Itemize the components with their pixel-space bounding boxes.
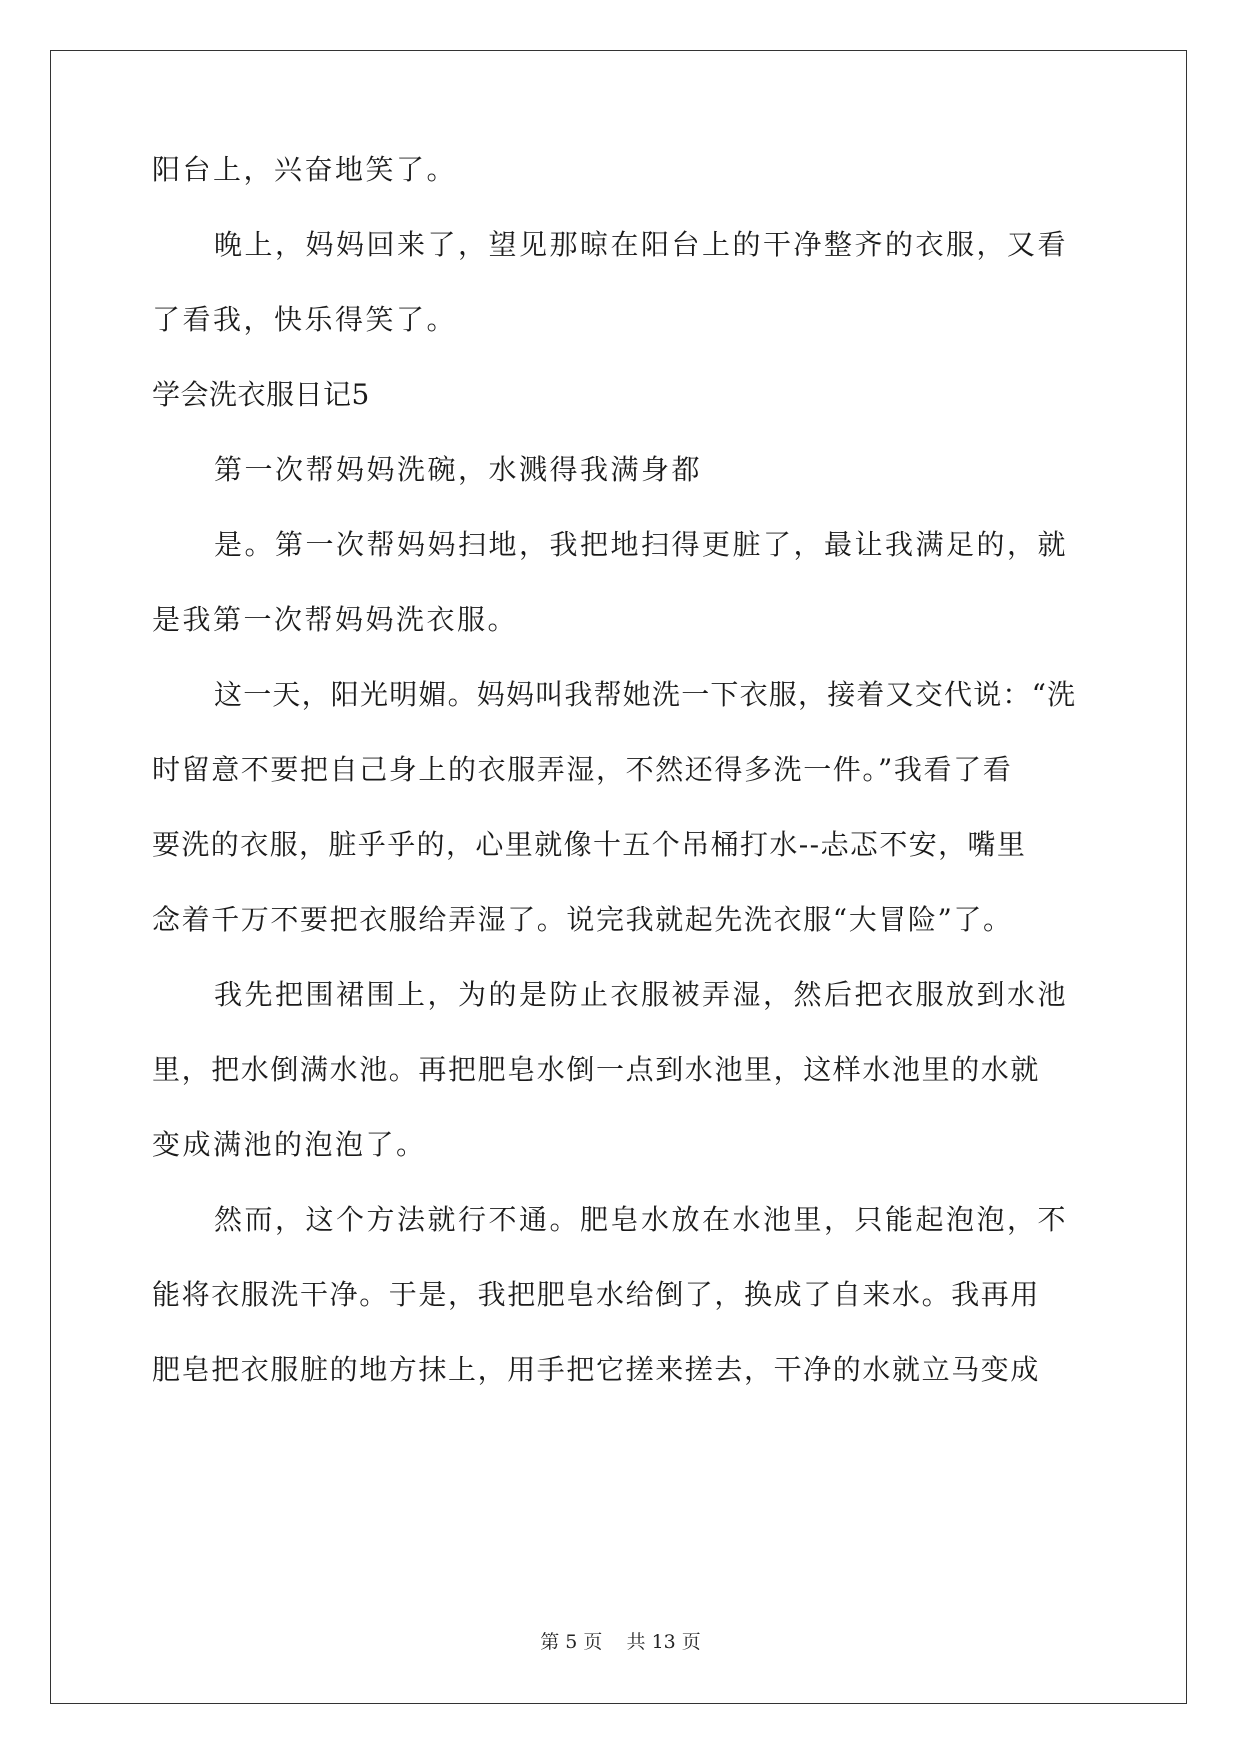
text-line: 要洗的衣服，脏乎乎的，心里就像十五个吊桶打水--忐忑不安，嘴里 bbox=[152, 828, 1027, 861]
text-line: 是我第一次帮妈妈洗衣服。 bbox=[152, 603, 519, 636]
page-border bbox=[50, 50, 1187, 1704]
text-line: 第一次帮妈妈洗碗，水溅得我满身都 bbox=[214, 453, 703, 486]
page-total: 共 13 页 bbox=[626, 1631, 701, 1653]
text-line: 阳台上，兴奋地笑了。 bbox=[152, 153, 458, 186]
text-line: 晚上，妈妈回来了，望见那晾在阳台上的干净整齐的衣服，又看 bbox=[214, 228, 1069, 261]
section-heading: 学会洗衣服日记5 bbox=[152, 378, 370, 411]
text-line: 然而，这个方法就行不通。肥皂水放在水池里，只能起泡泡，不 bbox=[214, 1203, 1069, 1236]
text-line: 时留意不要把自己身上的衣服弄湿，不然还得多洗一件。”我看了看 bbox=[152, 753, 1013, 786]
text-line: 是。第一次帮妈妈扫地，我把地扫得更脏了，最让我满足的，就 bbox=[214, 528, 1069, 561]
text-line: 念着千万不要把衣服给弄湿了。说完我就起先洗衣服“大冒险”了。 bbox=[152, 903, 1013, 936]
text-line: 了看我，快乐得笑了。 bbox=[152, 303, 458, 336]
text-line: 肥皂把衣服脏的地方抹上，用手把它搓来搓去，干净的水就立马变成 bbox=[152, 1353, 1041, 1386]
text-line: 变成满池的泡泡了。 bbox=[152, 1128, 427, 1161]
text-line: 我先把围裙围上，为的是防止衣服被弄湿，然后把衣服放到水池 bbox=[214, 978, 1069, 1011]
text-line: 这一天，阳光明媚。妈妈叫我帮她洗一下衣服，接着又交代说：“洗 bbox=[214, 678, 1077, 711]
page-footer bbox=[0, 1630, 1241, 1654]
page-number: 第 5 页 bbox=[540, 1631, 603, 1653]
text-line: 里，把水倒满水池。再把肥皂水倒一点到水池里，这样水池里的水就 bbox=[152, 1053, 1041, 1086]
text-line: 能将衣服洗干净。于是，我把肥皂水给倒了，换成了自来水。我再用 bbox=[152, 1278, 1041, 1311]
